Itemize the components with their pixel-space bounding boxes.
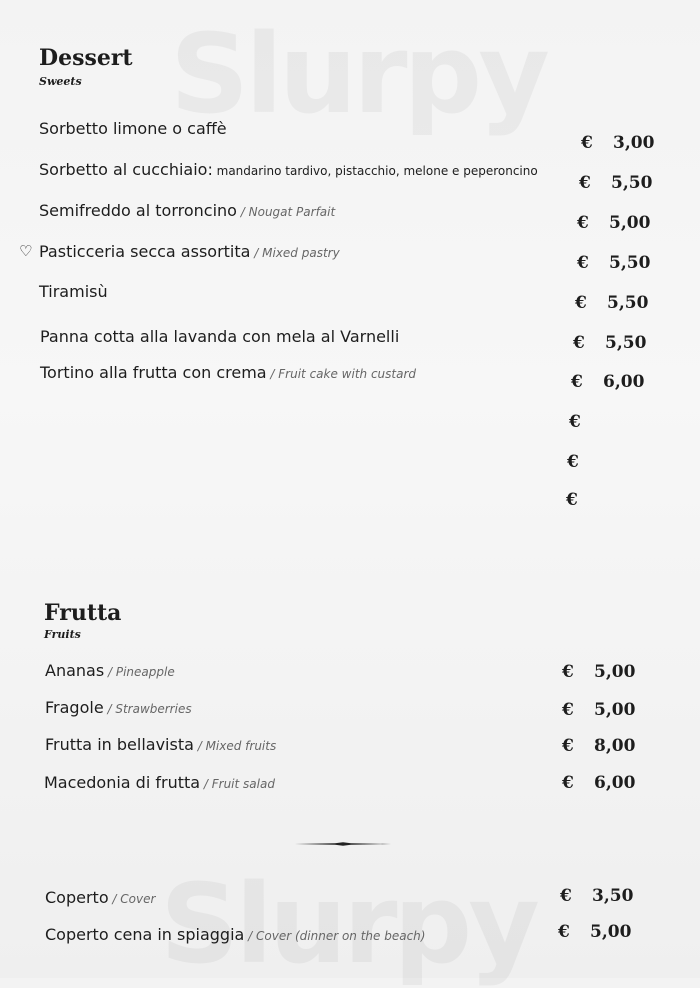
cover-price — [558, 922, 631, 942]
dessert-subtitle: Sweets — [39, 75, 82, 88]
fruit-price — [562, 662, 635, 682]
price-value: 6,00 — [603, 372, 645, 392]
item-translation: / Fruit cake with custard — [266, 367, 417, 381]
price-value: 5,50 — [605, 333, 647, 353]
item-name: Semifreddo al torroncino — [39, 201, 237, 220]
item-translation: / Strawberries — [103, 702, 192, 716]
item-name: Coperto cena in spiaggia — [45, 925, 245, 944]
item-name: Fragole — [45, 698, 104, 717]
item-translation: / Nougat Parfait — [236, 205, 336, 219]
fruit-item — [44, 773, 275, 792]
dessert-item — [39, 242, 340, 261]
fruit-price — [562, 700, 635, 720]
item-translation: / Fruit salad — [200, 777, 275, 791]
empty-price-currency: € — [567, 452, 579, 472]
dessert-price — [575, 293, 648, 313]
currency-symbol: € — [562, 773, 574, 793]
dessert-item — [40, 327, 399, 346]
dessert-price — [577, 213, 650, 233]
price-value: 5,50 — [611, 173, 653, 193]
item-name: Pasticceria secca assortita — [39, 242, 251, 261]
dessert-title: Dessert — [39, 45, 133, 71]
currency-symbol: € — [579, 173, 591, 193]
price-value: 5,00 — [594, 662, 636, 682]
fruit-subtitle: Fruits — [44, 628, 81, 641]
watermark-bottom — [160, 860, 536, 988]
price-value: 3,00 — [613, 133, 655, 153]
dessert-price — [571, 372, 644, 392]
item-name: Macedonia di frutta — [44, 773, 201, 792]
dessert-item — [39, 282, 108, 301]
fruit-price — [562, 773, 635, 793]
fruit-title: Frutta — [44, 600, 122, 626]
price-value: 5,50 — [607, 293, 649, 313]
dessert-item — [39, 201, 335, 220]
item-name: Tortino alla frutta con crema — [40, 363, 267, 382]
dessert-item — [39, 119, 227, 138]
item-note: mandarino tardivo, pistacchio, melone e peperoncino — [212, 164, 538, 178]
dessert-price — [579, 173, 652, 193]
item-name: Frutta in bellavista — [45, 735, 194, 754]
empty-price-currency: € — [566, 490, 578, 510]
dessert-price — [573, 333, 646, 353]
fruit-item — [45, 698, 192, 717]
cover-price — [560, 886, 633, 906]
price-value: 3,50 — [592, 886, 634, 906]
item-name: Sorbetto al cucchiaio: — [39, 160, 213, 179]
price-value: 6,00 — [594, 773, 636, 793]
price-value: 5,00 — [590, 922, 632, 942]
currency-symbol: € — [581, 133, 593, 153]
currency-symbol: € — [571, 372, 583, 392]
currency-symbol: € — [577, 253, 589, 273]
item-name: Tiramisù — [39, 282, 108, 301]
dessert-item — [40, 363, 416, 382]
fruit-item — [45, 661, 175, 680]
price-value: 5,00 — [594, 700, 636, 720]
item-name: Panna cotta alla lavanda con mela al Varnelli — [40, 327, 400, 346]
dessert-price — [581, 133, 654, 153]
currency-symbol: € — [562, 662, 574, 682]
currency-symbol: € — [560, 886, 572, 906]
currency-symbol: € — [573, 333, 585, 353]
empty-price-currency: € — [569, 412, 581, 432]
cover-item — [45, 888, 155, 907]
item-name: Coperto — [45, 888, 109, 907]
currency-symbol: € — [562, 700, 574, 720]
divider-ornament — [295, 842, 391, 846]
item-translation: / Cover — [108, 892, 156, 906]
fruit-item — [45, 735, 276, 754]
dessert-price — [577, 253, 650, 273]
fruit-price — [562, 736, 635, 756]
item-translation: / Cover (dinner on the beach) — [244, 929, 426, 943]
price-value: 5,00 — [609, 213, 651, 233]
heart-icon: ♡ — [19, 242, 33, 260]
dessert-item — [39, 160, 538, 179]
cover-item — [45, 925, 425, 944]
item-translation: / Mixed fruits — [193, 739, 277, 753]
price-value: 8,00 — [594, 736, 636, 756]
currency-symbol: € — [558, 922, 570, 942]
currency-symbol: € — [575, 293, 587, 313]
price-value: 5,50 — [609, 253, 651, 273]
currency-symbol: € — [577, 213, 589, 233]
item-translation: / Pineapple — [104, 665, 175, 679]
currency-symbol: € — [562, 736, 574, 756]
item-name: Sorbetto limone o caffè — [39, 119, 227, 138]
item-translation: / Mixed pastry — [250, 246, 340, 260]
item-name: Ananas — [45, 661, 105, 680]
